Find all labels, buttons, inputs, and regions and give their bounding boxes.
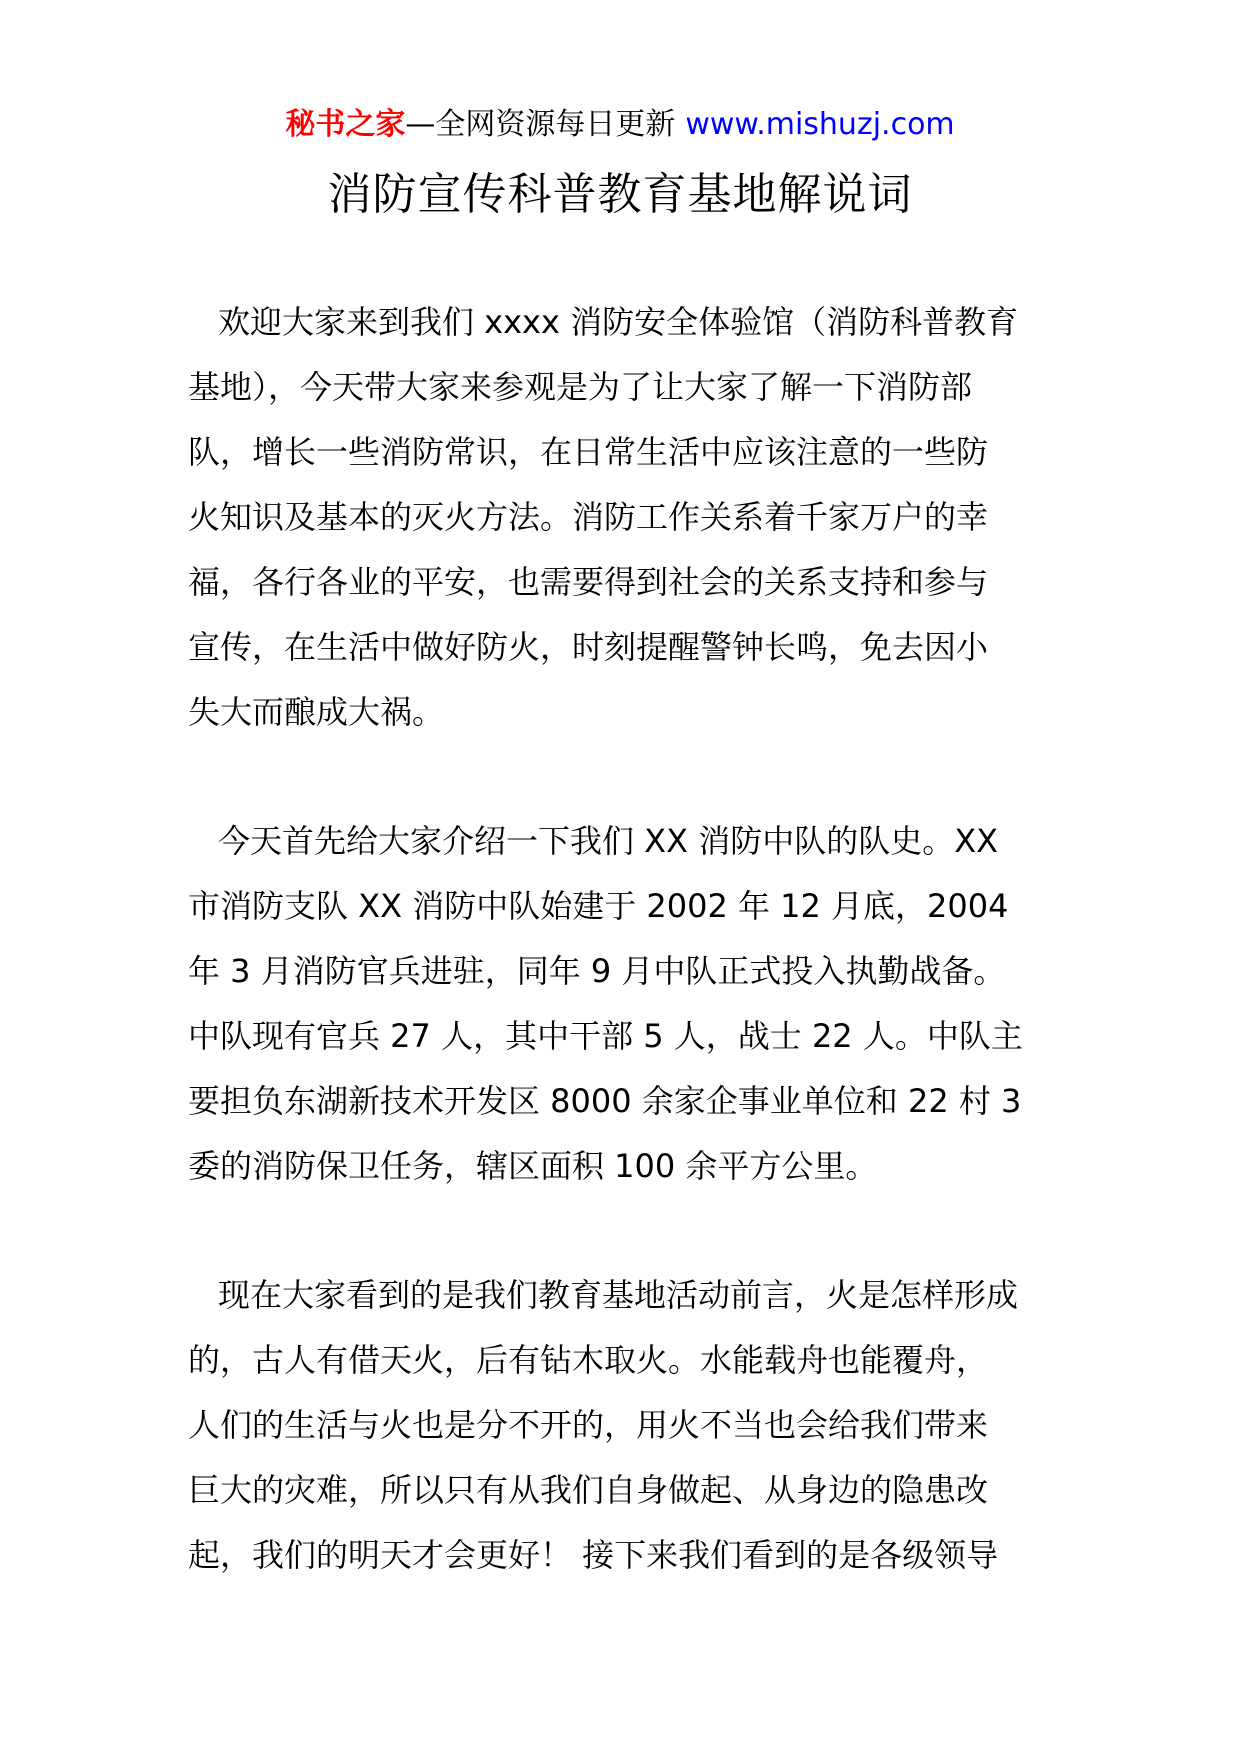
paragraph-line: 队，增长一些消防常识，在日常生活中应该注意的一些防 [188, 433, 989, 471]
paragraph-line: 宣传，在生活中做好防火，时刻提醒警钟长鸣，免去因小 [188, 628, 989, 666]
paragraph-line: 要担负东湖新技术开发区 8000 余家企事业单位和 22 村 3 [188, 1082, 1022, 1120]
paragraph-line: 火知识及基本的灭火方法。消防工作关系着千家万户的幸 [188, 498, 989, 536]
paragraph-line: 基地），今天带大家来参观是为了让大家了解一下消防部 [188, 368, 973, 406]
document-title: 消防宣传科普教育基地解说词 [327, 169, 913, 220]
paragraph-line: 年 3 月消防官兵进驻，同年 9 月中队正式投入执勤战备。 [188, 952, 1006, 990]
paragraph-line: 委的消防保卫任务，辖区面积 100 余平方公里。 [188, 1147, 878, 1185]
paragraph-line: 起，我们的明天才会更好！ 接下来我们看到的是各级领导 [188, 1536, 999, 1574]
paragraph-line: 失大而酿成大祸。 [188, 693, 445, 731]
site-tagline: —全网资源每日更新 [405, 107, 676, 142]
site-header [0, 100, 1240, 150]
site-brand: 秘书之家 [285, 107, 406, 142]
paragraph-line: 市消防支队 XX 消防中队始建于 2002 年 12 月底，2004 [188, 887, 1009, 925]
paragraph-line: 欢迎大家来到我们 xxxx 消防安全体验馆（消防科普教育 [218, 303, 1019, 341]
site-url-link[interactable]: www.mishuzj.com [685, 107, 955, 142]
paragraph-welcome [188, 290, 1068, 745]
paragraph-line: 中队现有官兵 27 人，其中干部 5 人，战士 22 人。中队主 [188, 1017, 1023, 1055]
paragraph-foreword [188, 1263, 1068, 1588]
paragraph-line: 巨大的灾难，所以只有从我们自身做起、从身边的隐患改 [188, 1471, 989, 1509]
paragraph-line: 今天首先给大家介绍一下我们 XX 消防中队的队史。XX [218, 822, 999, 860]
paragraph-line: 现在大家看到的是我们教育基地活动前言，火是怎样形成 [218, 1276, 1019, 1314]
document-body [188, 290, 1068, 1652]
paragraph-line: 的，古人有借天火，后有钻木取火。水能载舟也能覆舟， [188, 1341, 989, 1379]
paragraph-history [188, 809, 1068, 1199]
paragraph-line: 人们的生活与火也是分不开的，用火不当也会给我们带来 [188, 1406, 989, 1444]
paragraph-line: 福，各行各业的平安，也需要得到社会的关系支持和参与 [188, 563, 989, 601]
